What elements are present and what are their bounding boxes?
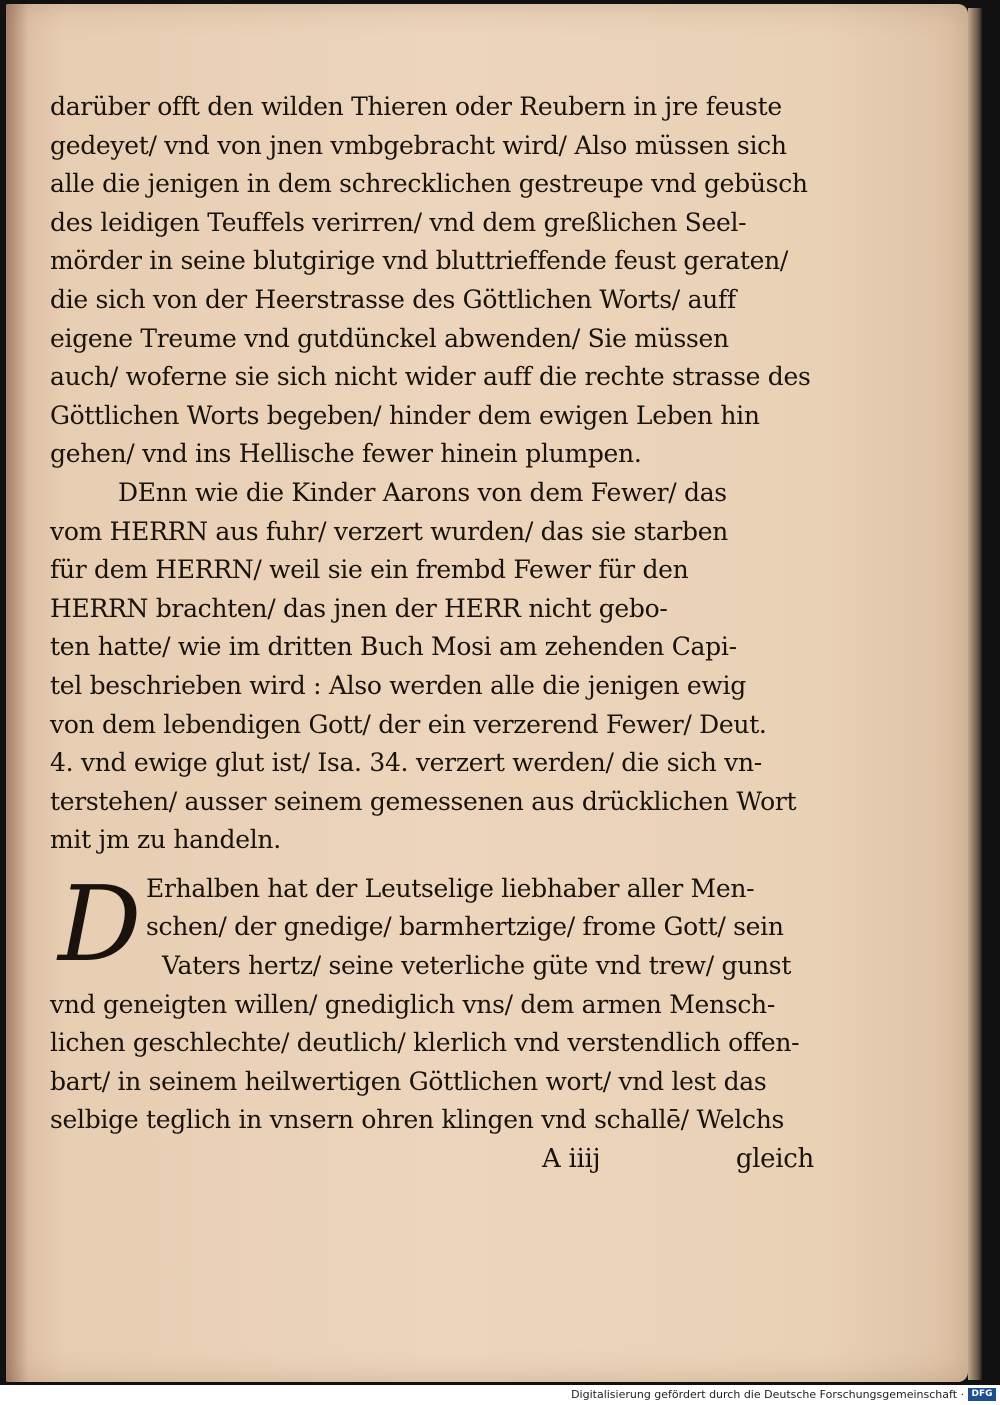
paragraph-2 (50, 474, 820, 860)
text-line: auch/ woferne sie sich nicht wider auff die rechte strasse des (50, 362, 811, 392)
text-line: schen/ der gnedige/ barmhertzige/ frome Gott/ sein (146, 912, 784, 942)
page-edge (968, 8, 982, 1380)
footer-bar (0, 1386, 1000, 1405)
drop-cap-initial: D (58, 862, 142, 985)
text-line: ten hatte/ wie im dritten Buch Mosi am zehenden Capi- (50, 632, 737, 662)
text-line: Vaters hertz/ seine veterliche güte vnd trew/ gunst (162, 951, 792, 981)
text-line: 4. vnd ewige glut ist/ Isa. 34. verzert werden/ die sich vn- (50, 748, 762, 778)
text-line: von dem lebendigen Gott/ der ein verzerend Fewer/ Deut. (50, 709, 767, 739)
text-line: darüber offt den wilden Thieren oder Reubern in jre feuste (50, 92, 782, 121)
signature-line (50, 1140, 820, 1178)
text-line: für dem HERRN/ weil sie ein frembd Fewer für den (50, 555, 689, 585)
text-line: mörder in seine blutgirige vnd bluttrieffende feust geraten/ (50, 246, 788, 276)
signature-mark: A iiij (542, 1144, 601, 1175)
text-block (50, 88, 820, 1178)
text-line: vnd geneigten willen/ gnediglich vns/ dem armen Mensch- (50, 989, 776, 1019)
text-line: alle die jenigen in dem schrecklichen gestreupe vnd gebüsch (50, 169, 808, 199)
text-line: vom HERRN aus fuhr/ verzert wurden/ das sie starben (50, 516, 728, 546)
text-line: Erhalben hat der Leutselige liebhaber aller Men- (146, 873, 755, 903)
text-line: gehen/ vnd ins Hellische fewer hinein plumpen. (50, 439, 642, 469)
paragraph-1 (50, 88, 820, 474)
gutter-shadow (6, 4, 28, 1382)
text-line: gedeyet/ vnd von jnen vmbgebracht wird/ Also müssen sich (50, 130, 787, 160)
text-line: bart/ in seinem heilwertigen Göttlichen wort/ vnd lest das (50, 1066, 767, 1096)
text-line: tel beschrieben wird : Also werden alle die jenigen ewig (50, 670, 746, 700)
funding-credit: Digitalisierung gefördert durch die Deutsche Forschungsgemeinschaft · (571, 1388, 964, 1401)
dfg-logo-icon[interactable]: DFG (968, 1388, 996, 1401)
paragraph-3 (50, 862, 820, 1140)
text-line: eigene Treume vnd gutdünckel abwenden/ Sie müssen (50, 323, 729, 353)
paragraph-gap (50, 860, 820, 870)
text-line: des leidigen Teuffels verirren/ vnd dem greßlichen Seel- (50, 207, 747, 237)
text-line: Göttlichen Worts begeben/ hinder dem ewigen Leben hin (50, 400, 760, 430)
catchword: gleich (735, 1144, 814, 1175)
text-line: HERRN brachten/ das jnen der HERR nicht gebo- (50, 593, 668, 623)
text-line: terstehen/ ausser seinem gemessenen aus drücklichen Wort (50, 786, 797, 816)
text-line: mit jm zu handeln. (50, 825, 281, 855)
text-line: DEnn wie die Kinder Aarons von dem Fewer/ das (118, 477, 727, 507)
text-line: die sich von der Heerstrasse des Göttlichen Worts/ auff (50, 284, 736, 314)
text-line: selbige teglich in vnsern ohren klingen vnd schallē/ Welchs (50, 1105, 785, 1135)
text-line: lichen geschlechte/ deutlich/ klerlich vnd verstendlich offen- (50, 1028, 800, 1058)
